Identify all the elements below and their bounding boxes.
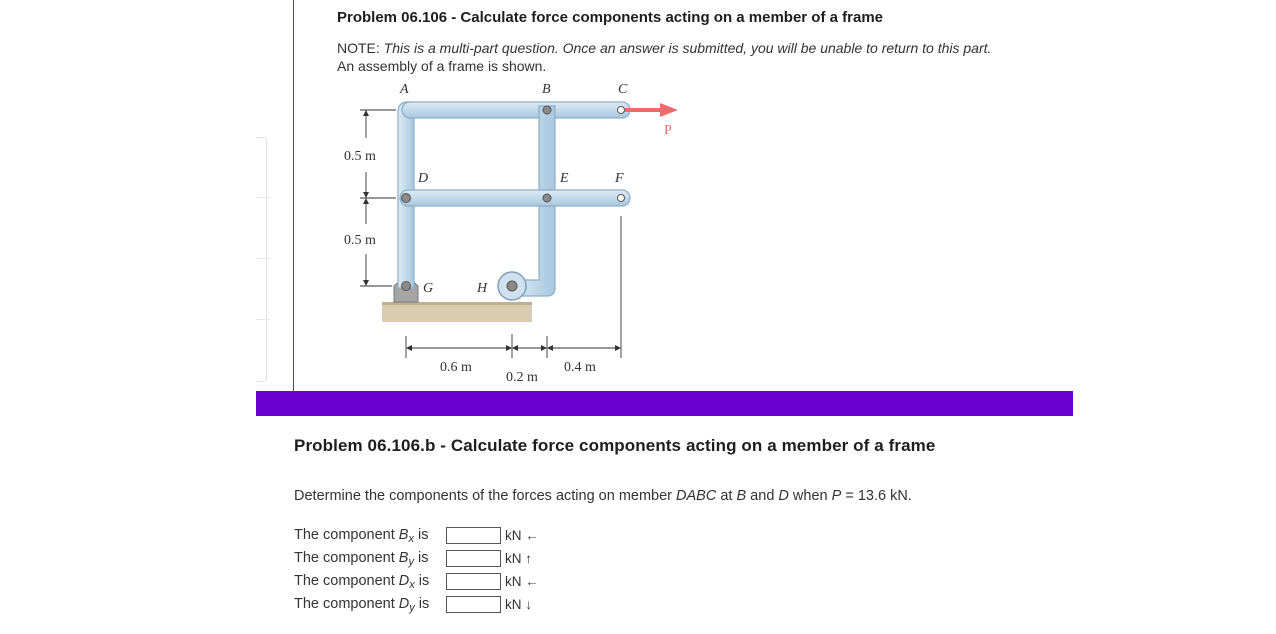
answer-prefix: The component — [294, 572, 399, 589]
dy-unit: kN ↓ — [505, 597, 532, 612]
force-p-arrowhead — [660, 103, 678, 117]
pulley-h-hub — [507, 281, 517, 291]
dim-horizontal-2: 0.2 m — [506, 370, 538, 385]
label-e: E — [560, 171, 569, 186]
left-border-line — [293, 0, 294, 415]
answer-sub: x — [408, 532, 414, 545]
pin-c — [618, 107, 625, 114]
answer-sub: x — [409, 578, 415, 591]
question-text: Determine the components of the forces acting on member — [294, 488, 677, 504]
label-c: C — [618, 82, 628, 97]
p-symbol: P — [831, 488, 842, 504]
answer-row-dy — [294, 593, 539, 616]
point-d: D — [778, 488, 789, 504]
label-f: F — [615, 171, 624, 186]
problem-title: Problem 06.106 - Calculate force components acting on a member of a frame — [337, 9, 883, 26]
side-panel-divider — [256, 258, 270, 259]
label-b: B — [542, 82, 551, 97]
section-banner — [256, 391, 1073, 416]
ground-base — [382, 304, 532, 322]
answer-label — [294, 596, 446, 614]
note-text: This is a multi-part question. Once an answer is submitted, you will be unable to return to this part. — [383, 40, 992, 56]
answer-prefix: The component — [294, 549, 399, 566]
answer-sub: y — [409, 601, 415, 614]
answer-prefix: The component — [294, 595, 399, 612]
answer-label — [294, 527, 446, 545]
dim-horizontal-1: 0.6 m — [440, 360, 472, 375]
question-text: when — [788, 488, 832, 504]
answer-var: D — [398, 572, 410, 589]
answer-row-by — [294, 547, 539, 570]
dim-horizontal-3: 0.4 m — [564, 360, 596, 375]
answer-var: D — [398, 595, 410, 612]
dy-input[interactable] — [446, 596, 501, 613]
bx-input[interactable] — [446, 527, 501, 544]
dx-unit: kN ← — [505, 574, 539, 589]
bx-unit: kN ← — [505, 528, 539, 543]
question-value: = 13.6 kN. — [841, 488, 912, 504]
answer-sub: y — [408, 555, 414, 568]
pin-e — [543, 194, 551, 202]
point-b: B — [736, 488, 747, 504]
pin-b — [543, 106, 551, 114]
dim-lower-vertical: 0.5 m — [344, 233, 376, 248]
side-panel-edge — [256, 137, 267, 382]
side-panel-divider — [256, 319, 270, 320]
problem-note — [337, 39, 991, 75]
dx-input[interactable] — [446, 573, 501, 590]
label-d: D — [418, 171, 429, 186]
side-panel-divider — [256, 197, 270, 198]
answer-prefix: The component — [294, 526, 399, 543]
answer-label — [294, 573, 446, 591]
answer-suffix: is — [414, 572, 430, 589]
label-h: H — [477, 281, 488, 296]
answer-suffix: is — [414, 595, 430, 612]
member-name: DABC — [676, 488, 717, 504]
frame-figure — [330, 76, 700, 392]
pin-f — [618, 195, 625, 202]
answer-var: B — [398, 549, 409, 566]
dim-upper-vertical: 0.5 m — [344, 149, 376, 164]
answer-suffix: is — [413, 526, 429, 543]
question-text: at — [716, 488, 737, 504]
answer-label — [294, 550, 446, 568]
by-input[interactable] — [446, 550, 501, 567]
part-b-question — [294, 488, 912, 504]
answer-row-bx — [294, 524, 539, 547]
answer-var: B — [398, 526, 409, 543]
pin-d — [402, 194, 411, 203]
pin-g — [402, 282, 411, 291]
by-unit: kN ↑ — [505, 551, 532, 566]
question-text: and — [746, 488, 779, 504]
member-def-horizontal — [400, 190, 630, 206]
part-b-title: Problem 06.106.b - Calculate force components acting on a member of a frame — [294, 436, 936, 455]
answer-row-dx — [294, 570, 539, 593]
label-a: A — [400, 82, 409, 97]
member-abc-horizontal — [402, 102, 630, 118]
answer-form — [294, 524, 539, 616]
answer-suffix: is — [413, 549, 429, 566]
label-p: P — [664, 123, 672, 138]
note-prefix: NOTE: — [337, 40, 384, 56]
problem-description: An assembly of a frame is shown. — [337, 58, 547, 74]
label-g: G — [423, 281, 434, 296]
